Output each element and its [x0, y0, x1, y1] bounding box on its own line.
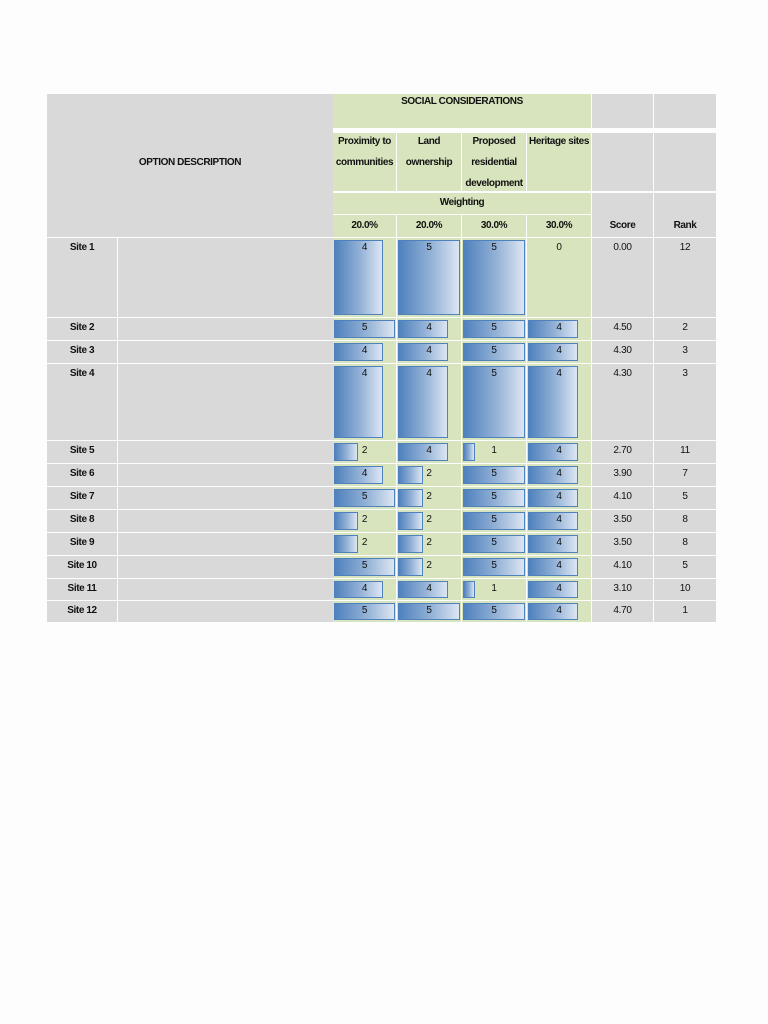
- criterion-value: 4: [556, 468, 562, 479]
- criterion-value: 4: [556, 445, 562, 456]
- criterion-value: 4: [361, 368, 368, 379]
- description-cell[interactable]: [118, 341, 333, 363]
- criterion-value: 5: [491, 560, 497, 571]
- criterion-value: 2: [426, 491, 432, 502]
- score-top-cell: [592, 94, 653, 128]
- criterion-value: 5: [426, 242, 432, 253]
- weight-residential: 30.0%: [480, 220, 508, 231]
- description-cell[interactable]: [118, 579, 333, 600]
- description-cell[interactable]: [118, 533, 333, 555]
- criterion-value: 4: [556, 491, 562, 502]
- criterion-value: 0: [556, 242, 562, 253]
- weight-heritage: 30.0%: [545, 220, 573, 231]
- criterion-value: 4: [556, 605, 562, 616]
- criterion-value: 4: [426, 345, 432, 356]
- criterion-value: 4: [361, 345, 368, 356]
- site-label: Site 2: [69, 322, 95, 333]
- criterion-value: 5: [491, 468, 497, 479]
- criterion-value: 5: [361, 491, 368, 502]
- site-label: Site 4: [69, 368, 95, 379]
- description-cell[interactable]: [118, 238, 333, 317]
- site-label: Site 6: [69, 468, 95, 479]
- criterion-value: 5: [491, 322, 497, 333]
- description-cell[interactable]: [118, 601, 333, 622]
- group-title: SOCIAL CONSIDERATIONS: [401, 96, 523, 107]
- rank-value: 8: [682, 514, 688, 525]
- site-label: Site 5: [69, 445, 95, 456]
- weighting-label: Weighting: [439, 197, 485, 208]
- criterion-value: 4: [426, 445, 432, 456]
- criterion-value: 4: [426, 322, 432, 333]
- criterion-value: 1: [491, 445, 497, 456]
- description-cell[interactable]: [118, 487, 333, 509]
- score-value: 3.50: [613, 537, 632, 548]
- score-value: 2.70: [613, 445, 632, 456]
- criterion-value: 2: [426, 468, 432, 479]
- criterion-value: 5: [491, 368, 497, 379]
- criterion-value: 4: [361, 468, 368, 479]
- criterion-value: 5: [491, 514, 497, 525]
- criterion-heritage-label: Heritage sites: [529, 136, 589, 147]
- criterion-value: 2: [426, 514, 432, 525]
- weight-land: 20.0%: [415, 220, 443, 231]
- rank-value: 10: [679, 583, 691, 594]
- description-cell[interactable]: [118, 441, 333, 463]
- score-value: 3.50: [613, 514, 632, 525]
- description-cell[interactable]: [118, 464, 333, 486]
- rank-value: 8: [682, 537, 688, 548]
- criterion-value: 2: [361, 537, 368, 548]
- site-label: Site 10: [67, 560, 97, 571]
- score-value: 4.30: [613, 368, 632, 379]
- criterion-value: 5: [491, 491, 497, 502]
- score-header: Score: [609, 220, 636, 231]
- criterion-value: 4: [556, 345, 562, 356]
- score-value: 4.50: [613, 322, 632, 333]
- site-label: Site 11: [67, 583, 97, 594]
- criterion-value: 1: [491, 583, 497, 594]
- criterion-value: 4: [426, 368, 432, 379]
- criterion-proximity-label: Proximity to communities: [335, 136, 394, 168]
- criterion-value: 4: [556, 514, 562, 525]
- rank-value: 3: [682, 368, 688, 379]
- site-label: Site 7: [69, 491, 95, 502]
- score-mid-cell: [592, 133, 653, 191]
- criterion-value: 5: [491, 605, 497, 616]
- score-value: 4.70: [613, 605, 632, 616]
- site-label: Site 12: [67, 605, 97, 616]
- criterion-value: 5: [491, 242, 497, 253]
- description-cell[interactable]: [118, 510, 333, 532]
- weight-proximity: 20.0%: [351, 220, 378, 231]
- criterion-value: 4: [361, 242, 368, 253]
- option-description-label: OPTION DESCRIPTION: [138, 157, 242, 168]
- score-value: 3.10: [613, 583, 632, 594]
- site-label: Site 8: [69, 514, 95, 525]
- score-value: 4.10: [613, 560, 632, 571]
- criterion-value: 2: [361, 514, 368, 525]
- site-label: Site 3: [69, 345, 95, 356]
- criterion-value: 4: [556, 322, 562, 333]
- rank-value: 7: [682, 468, 688, 479]
- criterion-value: 4: [556, 560, 562, 571]
- criterion-land-label: Land ownership: [405, 136, 453, 168]
- rank-top-cell: [654, 94, 716, 128]
- criterion-value: 4: [556, 537, 562, 548]
- site-label: Site 9: [69, 537, 95, 548]
- description-cell[interactable]: [118, 364, 333, 440]
- description-cell[interactable]: [118, 556, 333, 578]
- rank-mid-cell: [654, 133, 716, 191]
- criterion-value: 5: [491, 345, 497, 356]
- rank-value: 5: [682, 560, 688, 571]
- criterion-value: 4: [426, 583, 432, 594]
- rank-value: 11: [680, 445, 690, 456]
- criterion-value: 2: [426, 560, 432, 571]
- criterion-value: 4: [361, 583, 368, 594]
- score-value: 0.00: [613, 242, 632, 253]
- rank-value: 12: [679, 242, 691, 253]
- score-value: 4.10: [613, 491, 632, 502]
- score-value: 4.30: [613, 345, 632, 356]
- rank-header: Rank: [673, 220, 697, 231]
- site-label: Site 1: [69, 242, 95, 253]
- criterion-value: 5: [491, 537, 497, 548]
- criterion-residential-label: Proposed residential development: [465, 136, 523, 189]
- description-cell[interactable]: [118, 318, 333, 340]
- score-value: 3.90: [613, 468, 632, 479]
- rank-value: 1: [682, 605, 688, 616]
- criterion-value: 5: [361, 560, 368, 571]
- criterion-value: 5: [426, 605, 432, 616]
- criterion-value: 2: [426, 537, 432, 548]
- criterion-value: 5: [361, 605, 368, 616]
- rank-value: 3: [682, 345, 688, 356]
- criterion-value: 4: [556, 583, 562, 594]
- rank-value: 5: [682, 491, 688, 502]
- rank-value: 2: [682, 322, 688, 333]
- criterion-value: 4: [556, 368, 562, 379]
- criterion-value: 5: [361, 322, 368, 333]
- criterion-value: 2: [361, 445, 368, 456]
